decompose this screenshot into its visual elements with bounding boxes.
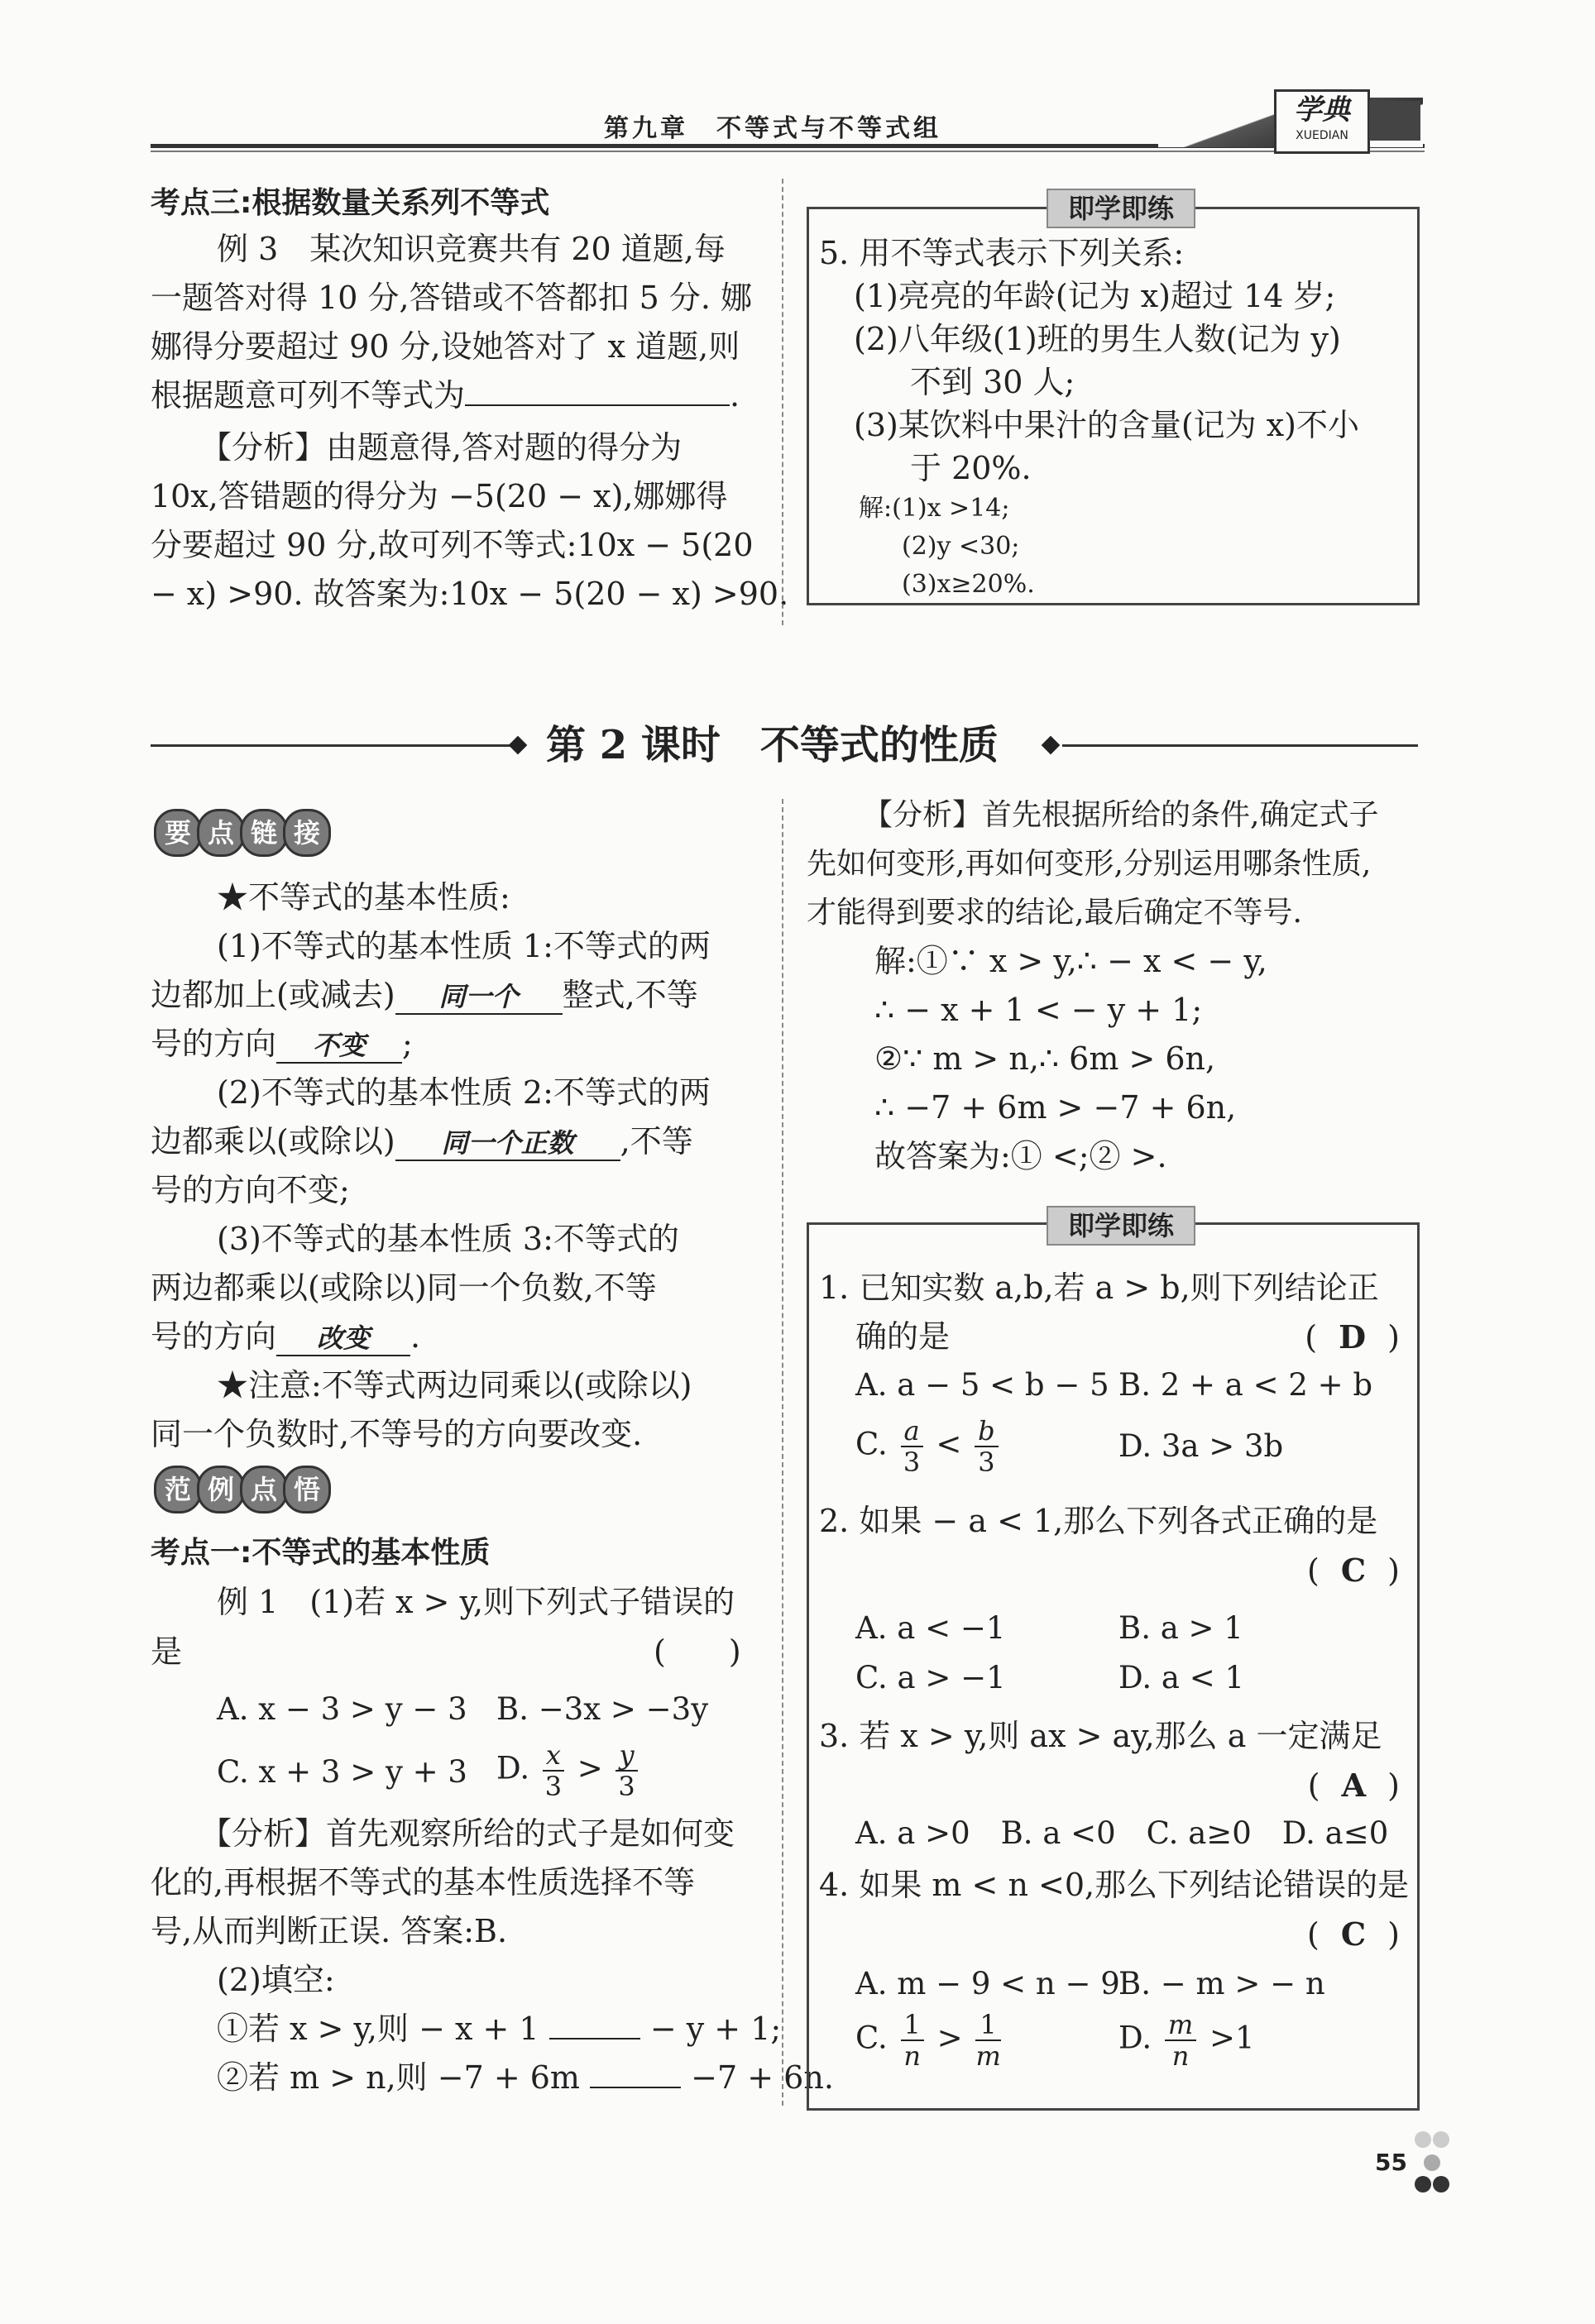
q4 [819, 1861, 1410, 1959]
q4-line: 4. 如果 m < n <0,那么下列结论错误的是 [819, 1867, 1410, 1903]
numerator: 1 [901, 2010, 924, 2041]
q5-line: (1)亮亮的年龄(记为 x)超过 14 岁; [854, 278, 1336, 314]
option-prefix: C. [855, 2020, 888, 2056]
right-analysis [807, 791, 1419, 1181]
yaodian-line-blank [151, 971, 763, 1020]
ex1-paren: ( ) [654, 1633, 741, 1670]
fill-text: − y + 1; [649, 2011, 782, 2047]
analysis-line: 先如何变形,再如何变形,分别运用哪条性质, [807, 847, 1372, 881]
fraction [901, 1416, 923, 1477]
yaodian-line: (1)不等式的基本性质 1:不等式的两 [217, 928, 711, 964]
solution-line: ∴ −7 + 6m > −7 + 6n, [874, 1089, 1237, 1126]
option-tail: >1 [1209, 2020, 1255, 2056]
column-divider-top [782, 179, 783, 625]
numerator: a [901, 1416, 923, 1447]
ex1-line: 是 [151, 1633, 183, 1670]
q5-line: (2)八年级(1)班的男生人数(记为 y) [854, 321, 1341, 357]
q5-line: (3)某饮料中果汁的含量(记为 x)不小 [854, 407, 1359, 443]
q3-line: 3. 若 x > y,则 ax > ay,那么 a 一定满足 [819, 1718, 1382, 1754]
diamond-right-icon [1042, 736, 1061, 755]
q1-answer: ( D ) [1305, 1318, 1400, 1356]
q3-answer: ( A ) [1307, 1767, 1400, 1804]
analysis-line: 分要超过 90 分,故可列不等式:10x − 5(20 [151, 527, 754, 563]
badge-char: 要 [154, 809, 202, 857]
fraction [615, 1740, 637, 1801]
q4-option-c [855, 2010, 1004, 2071]
kaodian3-title: 考点三:根据数量关系列不等式 [151, 186, 550, 220]
q1-option-d: D. 3a > 3b [1118, 1428, 1284, 1464]
fanli-badge [154, 1466, 326, 1513]
yaodian-line: ★注意:不等式两边同乘以(或除以) [217, 1367, 692, 1403]
kaodian1-title: 考点一:不等式的基本性质 [151, 1536, 491, 1570]
yaodian-line-blank [151, 1313, 763, 1361]
answer-letter: A [1341, 1767, 1367, 1804]
denominator: n [1171, 2040, 1190, 2072]
badge-char: 点 [240, 1466, 288, 1513]
answer-letter: D [1339, 1318, 1367, 1356]
q4-answer: ( C ) [1306, 1915, 1400, 1953]
q2-answer: ( C ) [1306, 1552, 1400, 1589]
badge-char: 点 [197, 809, 245, 857]
answer-4: 改变 [276, 1322, 410, 1356]
answer-blank [465, 376, 730, 406]
yaodian-text: ,不等 [620, 1123, 693, 1160]
denominator: 3 [903, 1447, 921, 1478]
q2-option-b: B. a > 1 [1118, 1610, 1243, 1646]
yaodian-text: 号的方向 [151, 1026, 277, 1062]
column-divider-bottom [782, 799, 783, 2106]
denominator: 3 [618, 1771, 635, 1802]
logo-text: 学典 [1294, 93, 1350, 127]
answer-letter: C [1340, 1915, 1367, 1953]
denominator: m [975, 2040, 1001, 2072]
q1-line: 1. 已知实数 a,b,若 a > b,则下列结论正 [819, 1270, 1379, 1306]
q4-option-b: B. − m > − n [1118, 1966, 1325, 2001]
fill-title: (2)填空: [217, 1962, 335, 1998]
brand-logo [1274, 89, 1370, 154]
analysis-line: 号,从而判断正误. 答案:B. [151, 1913, 508, 1949]
analysis-line: − x) >90. 故答案为:10x − 5(20 − x) >90. [151, 576, 789, 612]
fill-text: −7 + 6n. [691, 2059, 834, 2096]
option-prefix: C. [855, 1426, 888, 1462]
q5-line: 于 20%. [910, 450, 1032, 486]
fraction [543, 1740, 564, 1801]
logo-sub: XUEDIAN [1296, 129, 1348, 142]
q2-option-c: C. a > −1 [855, 1660, 1006, 1695]
option-prefix: D. [496, 1750, 530, 1786]
fraction [975, 1416, 998, 1477]
analysis-line: 【分析】由题意得,答对题的得分为 [200, 429, 683, 466]
ex1-line: 例 1 (1)若 x > y,则下列式子错误的 [217, 1584, 735, 1620]
q2-option-a: A. a < −1 [855, 1610, 1006, 1646]
numerator: m [1165, 2010, 1196, 2041]
badge-char: 悟 [283, 1466, 331, 1513]
numerator: y [615, 1740, 637, 1772]
hexagon-decoration-icon [1406, 2130, 1464, 2199]
q1-text: 确的是 [855, 1318, 951, 1355]
q2-line: 2. 如果 − a < 1,那么下列各式正确的是 [819, 1503, 1378, 1539]
q3 [819, 1712, 1406, 1810]
badge-char: 例 [197, 1466, 245, 1513]
q2 [819, 1497, 1406, 1595]
option-prefix: D. [1118, 2020, 1152, 2056]
ex1-option-d [496, 1740, 641, 1801]
fill-blank [590, 2059, 681, 2088]
fraction [1165, 2010, 1196, 2071]
yaodian-line: (3)不等式的基本性质 3:不等式的 [217, 1221, 679, 1257]
header-end-bar [1369, 101, 1420, 141]
fraction [901, 2010, 924, 2071]
q2-option-d: D. a < 1 [1118, 1660, 1244, 1695]
numerator: x [543, 1740, 564, 1772]
operator: > [936, 2020, 963, 2056]
operator: < [936, 1426, 962, 1462]
denominator: 3 [544, 1771, 563, 1802]
section-title: 第 2 课时 不等式的性质 [546, 722, 999, 768]
numerator: b [975, 1416, 998, 1447]
q3-options: A. a >0 B. a <0 C. a≥0 D. a≤0 [855, 1815, 1389, 1851]
q1-option-b: B. 2 + a < 2 + b [1118, 1367, 1373, 1403]
practice1-content [819, 232, 1415, 604]
solution-line: 解:①∵ x > y,∴ − x < − y, [874, 943, 1267, 979]
yaodian-text: 边都加上(或减去) [151, 977, 395, 1013]
yaodian-badge [154, 809, 326, 857]
ex1-option-b: B. −3x > −3y [496, 1691, 709, 1727]
solution-line: ②∵ m > n,∴ 6m > 6n, [874, 1040, 1216, 1077]
operator: > [577, 1750, 603, 1786]
badge-char: 范 [154, 1466, 202, 1513]
q1-option-c [855, 1416, 1002, 1477]
yaodian-text: 边都乘以(或除以) [151, 1123, 395, 1160]
solution-line: ∴ − x + 1 < − y + 1; [874, 992, 1203, 1028]
yaodian-text: ; [402, 1026, 413, 1062]
kaodian3-example [151, 225, 789, 619]
analysis-line: 10x,答错题的得分为 −5(20 − x),娜娜得 [151, 478, 728, 514]
yaodian-line: ★不等式的基本性质: [217, 879, 510, 916]
section-rule-right [1062, 744, 1418, 747]
solution-line: (3)x≥20%. [902, 570, 1035, 599]
ex1-analysis [151, 1810, 834, 2102]
example-line-with-blank [151, 371, 763, 420]
solution-line: 故答案为:① <;② >. [874, 1138, 1167, 1174]
header-rule-thin [151, 151, 1425, 152]
solution-line: 解:(1)x >14; [859, 494, 1010, 523]
yaodian-line-blank [151, 1020, 763, 1069]
example-line: 娜得分要超过 90 分,设她答对了 x 道题,则 [151, 328, 740, 365]
fill-line-1 [151, 2005, 782, 2054]
yaodian-line: 同一个负数时,不等号的方向要改变. [151, 1416, 643, 1452]
yaodian-line: (2)不等式的基本性质 2:不等式的两 [217, 1074, 711, 1111]
yaodian-line: 号的方向不变; [151, 1172, 350, 1208]
answer-1: 同一个 [395, 980, 563, 1015]
analysis-line: 【分析】首先根据所给的条件,确定式子 [863, 798, 1379, 832]
fill-line-2 [151, 2054, 834, 2102]
fill-text: ①若 x > y,则 − x + 1 [217, 2011, 539, 2047]
analysis-line: 才能得到要求的结论,最后确定不等号. [807, 896, 1302, 930]
example-period: . [730, 377, 740, 414]
q1-option-a: A. a − 5 < b − 5 [855, 1367, 1109, 1403]
solution-line: (2)y <30; [902, 532, 1020, 561]
badge-char: 链 [240, 809, 288, 857]
denominator: n [903, 2040, 922, 2072]
q5-line: 不到 30 人; [910, 364, 1075, 400]
example-line: 一题答对得 10 分,答错或不答都扣 5 分. 娜 [151, 280, 753, 316]
fraction [975, 2010, 1000, 2071]
q4-option-a: A. m − 9 < n − 9 [855, 1966, 1120, 2001]
q5-line: 5. 用不等式表示下列关系: [819, 235, 1185, 271]
yaodian-line: 两边都乘以(或除以)同一个负数,不等 [151, 1270, 657, 1306]
example-text: 根据题意可列不等式为 [151, 377, 466, 414]
badge-char: 接 [283, 809, 331, 857]
yaodian-text: 号的方向 [151, 1318, 277, 1355]
q1 [819, 1264, 1406, 1361]
yaodian-line-blank [151, 1117, 763, 1166]
fill-blank [549, 2010, 640, 2039]
example-line: 例 3 某次知识竞赛共有 20 道题,每 [217, 231, 726, 267]
analysis-line: 【分析】首先观察所给的式子是如何变 [200, 1815, 735, 1852]
chapter-title: 第九章 不等式与不等式组 [604, 114, 941, 143]
answer-letter: C [1340, 1552, 1367, 1589]
page-number: 55 [1375, 2149, 1407, 2176]
analysis-line: 化的,再根据不等式的基本性质选择不等 [151, 1864, 696, 1901]
yaodian-text: . [410, 1318, 421, 1355]
denominator: 3 [978, 1447, 995, 1478]
diamond-left-icon [509, 736, 528, 755]
answer-3: 同一个正数 [395, 1126, 620, 1161]
q1-line [819, 1313, 1406, 1361]
ex1-option-a: A. x − 3 > y − 3 [217, 1691, 467, 1727]
section-rule-left [151, 744, 515, 747]
numerator: 1 [975, 2010, 1000, 2041]
q4-option-d [1118, 2010, 1255, 2071]
ex1-option-c: C. x + 3 > y + 3 [217, 1754, 467, 1790]
yaodian-content [151, 873, 763, 1459]
practice-tag-1: 即学即练 [1047, 189, 1195, 228]
yaodian-text: 整式,不等 [562, 977, 698, 1013]
practice-tag-2: 即学即练 [1047, 1206, 1195, 1246]
answer-2: 不变 [276, 1029, 402, 1064]
fill-text: ②若 m > n,则 −7 + 6m [217, 2059, 580, 2096]
